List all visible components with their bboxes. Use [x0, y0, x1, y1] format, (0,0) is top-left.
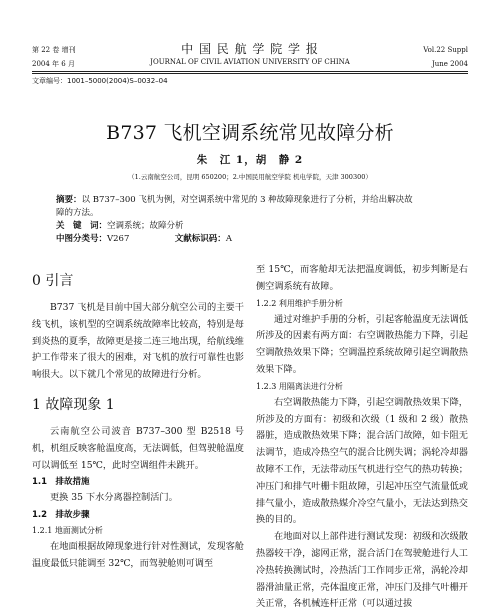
- article-title: B737 飞机空调系统常见故障分析: [106, 122, 394, 144]
- subsection-1-2: 1.2 排故步骤: [32, 510, 90, 521]
- date-cn: 2004 年 6 月: [32, 60, 75, 68]
- right-column: [256, 262, 468, 613]
- clc-label: 中图分类号：: [56, 234, 108, 244]
- affiliations: （1.云南航空公司，昆明 650200；2.中国民用航空学院 机电学院，天津 300300）: [128, 173, 372, 181]
- abstract: [56, 194, 456, 246]
- volume-en: Vol.22 Suppl: [423, 46, 468, 54]
- abstract-text-2: 障的方法。: [56, 208, 99, 218]
- manual-analysis-paragraph: 通过对维护手册的分析，引起客舱温度无法调低所涉及的因素有两方面：右空调散热能力下降，引起空调散热效果下降；空调温控系统故障引起空调散热效果下降。: [256, 313, 468, 375]
- journal-name-cn: 中 国 民 航 学 院 学 报: [181, 42, 319, 56]
- abstract-label: 摘要：: [56, 195, 82, 205]
- subsection-1-2-1: 1.2.1 地面测试分析: [32, 526, 103, 536]
- keywords: 空调系统；故障分析: [107, 221, 184, 231]
- left-column: [32, 262, 244, 573]
- section-0-heading: 0 引言: [32, 273, 74, 289]
- subsection-1-1-text: 更换 35 下水分离器控制活门。: [50, 492, 178, 504]
- header-rule-bottom: [32, 73, 468, 74]
- keywords-label: 关 键 词：: [56, 221, 108, 231]
- fault-1-paragraph: 云南航空公司波音 B737–300 型 B2518 号机，机组反映客舱温度高，无法调低，但驾驶舱温度可以调低至 15℃，此时空调组件未跳开。: [32, 425, 244, 471]
- doc-code: A: [225, 234, 232, 244]
- journal-name-en: JOURNAL OF CIVIL AVIATION UNIVERSITY OF CHINA: [150, 58, 350, 66]
- clc-code: V267: [107, 234, 130, 244]
- abstract-text-1: 以 B737–300 飞机为例，对空调系统中常见的 3 种故障现象进行了分析，并给出解决故: [81, 195, 413, 205]
- isolation-analysis-paragraph: 右空调散热能力下降，引起空调散热效果下降，所涉及的方面有：初级和次级（1 级和 2 级）散热器脏，造成散热效果下降；混合活门故障，如卡阻无法调节，造成冷热空气的混合比例失调；涡轮冷却器故障不工作，无法带动压气机进行空气的热功转换；冲压门和排气叶栅卡阻故障，引起冲压空气流量低或排气量小，造成散热媒介冷空气量小，无法达到热交换的目的。: [256, 396, 468, 526]
- subsection-1-2-2: 1.2.2 利用维护手册分析: [256, 298, 343, 308]
- header-rule-top: [32, 71, 468, 72]
- section-1-heading: 1 故障现象 1: [32, 396, 115, 413]
- volume-cn: 第 22 卷 增刊: [32, 46, 76, 54]
- intro-paragraph: B737 飞机是目前中国大部分航空公司的主要干线飞机，该机型的空调系统故障率比较高，特别是每到炎热的夏季，故障更是接二连三地出现，给航线维护工作带来了很大的困难，对飞机的放行可靠性也影响很大。以下就几个常见的故障进行分析。: [32, 302, 244, 381]
- ground-test-paragraph: 在地面根据故障现象进行针对性测试，发现客舱温度最低只能调至 32℃，而驾驶舱则可调至: [32, 541, 244, 569]
- subsection-1-1: 1.1 排故措施: [32, 477, 90, 488]
- doc-code-label: 文献标识码：: [174, 234, 226, 244]
- authors: 朱 江 1，胡 静 2: [196, 154, 304, 166]
- subsection-1-2-3: 1.2.3 用隔离法进行分析: [256, 381, 343, 391]
- article-number: 文章编号：1001–5000(2004)S–0032–04: [32, 77, 168, 85]
- right-paragraph-continued: 至 15℃，而客舱却无法把温度调低，初步判断是右侧空调系统有故障。: [256, 264, 468, 292]
- ground-component-test-paragraph: 在地面对以上部件进行测试发现：初级和次级散热器较干净，滤网正常，混合活门在驾驶舱进行人工冷热转换测试时，冷热活门工作同步正常，涡轮冷却器滑油量正常，壳体温度正常，冲压门及排气叶栅开关正常，各机械连杆正常（可以通过拔: [256, 531, 468, 610]
- date-en: June 2004: [431, 60, 468, 68]
